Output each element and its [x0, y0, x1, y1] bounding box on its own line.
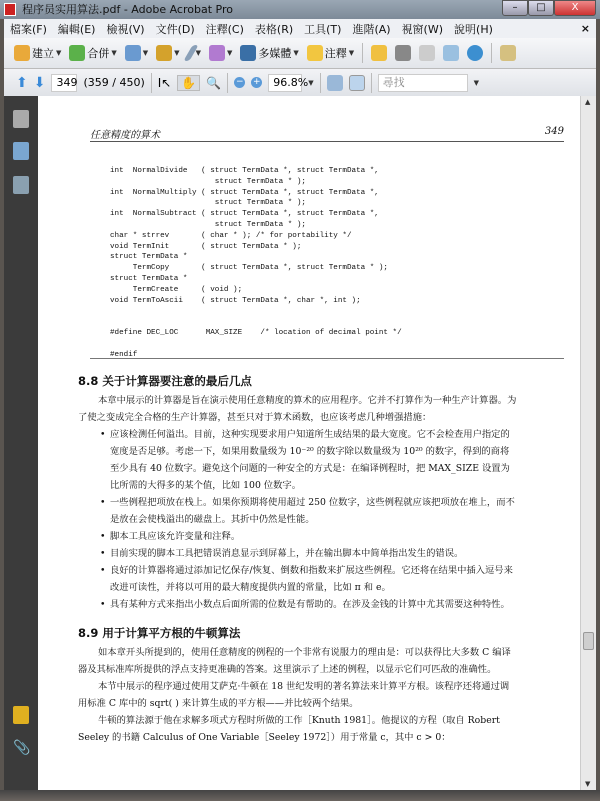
comment-label: 注釋	[324, 47, 347, 60]
menu-tools[interactable]: 工具(T)	[304, 22, 342, 36]
email-icon[interactable]	[443, 45, 459, 61]
select-tool-icon[interactable]: I↖	[157, 75, 172, 90]
window-title: 程序员实用算法.pdf - Adobe Acrobat Pro	[22, 3, 233, 16]
form-icon	[209, 45, 225, 61]
menu-window[interactable]: 視窗(W)	[401, 22, 444, 36]
menu-bar	[4, 19, 596, 38]
running-head	[90, 126, 564, 142]
pages-icon[interactable]	[13, 110, 29, 128]
separator	[227, 73, 228, 93]
signatures-icon[interactable]	[13, 176, 29, 194]
zoom-dropdown[interactable]: ▼	[308, 78, 314, 87]
find-input[interactable]: 尋找	[378, 74, 468, 92]
vertical-scrollbar[interactable]	[580, 96, 596, 790]
paragraph: 本章中展示的计算器是旨在演示使用任意精度的算术的应用程序。它并不打算作为一种生产计算器。为了使之变成完全合格的生产计算器，甚至只对于算术函数，也应该考虑几种增强措施：	[78, 395, 517, 423]
comment-button[interactable]: 注釋 ▼	[307, 45, 354, 61]
menu-comments[interactable]: 注釋(C)	[205, 22, 244, 36]
page-number: 349	[544, 126, 564, 137]
section-heading: 8.8 关于计算器要注意的最后几点	[78, 374, 252, 388]
section-body	[78, 392, 518, 613]
attachments-icon[interactable]: 📎	[13, 740, 31, 756]
web-icon[interactable]	[467, 45, 483, 61]
open-folder-icon[interactable]	[371, 45, 387, 61]
sign-button[interactable]: ▼	[188, 45, 201, 61]
page-number-input[interactable]: 349	[51, 74, 77, 92]
window-frame	[0, 790, 600, 801]
multimedia-button[interactable]: 多媒體 ▼	[240, 45, 298, 61]
lock-icon	[156, 45, 172, 61]
find-dropdown[interactable]: ▼	[473, 78, 480, 87]
separator	[491, 43, 492, 63]
save-icon[interactable]	[419, 45, 435, 61]
multimedia-label: 多媒體	[258, 47, 292, 60]
hand-tool-icon[interactable]: ✋	[177, 75, 200, 91]
fit-width-icon[interactable]	[327, 75, 343, 91]
collaborate-button[interactable]: ▼	[125, 45, 148, 61]
code-block: int NormalDivide ( struct TermData *, struct TermData *, struct TermData * ); int NormalMultiply ( struct TermData *, struct TermData *, struct TermData * ); int NormalSubtract ( struct TermData *, struct TermData *, struct TermData * ); char * strrev ( char * ); /* for portability */ void TermInit ( struct TermData * ); struct TermData * TermCopy ( struct TermData *, struct TermData * ); struct TermData * TermCreate ( void ); void TermToAscii ( struct TermData *, char *, int ); #define DEC_LOC MAX_SIZE /* location of decimal point */ #endif	[110, 167, 402, 359]
zoom-out-button[interactable]: −	[235, 77, 244, 87]
fit-page-icon[interactable]	[349, 75, 365, 91]
list-item: • 具有某种方式来指出小数点后面所需的位数是有帮助的。在涉及金钱的计算中尤其需要这种特性。	[100, 596, 518, 613]
comment-icon	[307, 45, 323, 61]
create-pdf-icon	[14, 45, 30, 61]
navigation-panel	[4, 96, 38, 790]
film-icon	[240, 45, 256, 61]
zoom-level-input[interactable]: 96.8%	[268, 74, 302, 92]
combine-button[interactable]: 合併 ▼	[69, 45, 116, 61]
separator	[320, 73, 321, 93]
next-page-button[interactable]: ⬇	[33, 74, 46, 91]
comments-icon[interactable]	[13, 706, 29, 724]
zoom-in-button[interactable]: +	[252, 77, 261, 87]
create-button[interactable]: 建立 ▼	[14, 45, 61, 61]
marquee-zoom-icon[interactable]: 🔍	[206, 75, 222, 90]
paragraph: 牛顿的算法源于他在求解多项式方程时所做的工作［Knuth 1981］。他提议的方程（取自 Robert Seeley 的书籍 Calculus of One Variable［Seeley 1972］）用于常量 c，其中 c > 0：	[78, 715, 500, 743]
combine-icon	[69, 45, 85, 61]
separator	[371, 73, 372, 93]
scroll-up-arrow[interactable]: ▲	[585, 98, 591, 106]
secure-button[interactable]: ▼	[156, 45, 179, 61]
document-page	[38, 96, 580, 790]
bullet-list	[78, 426, 518, 613]
separator	[362, 43, 363, 63]
section-heading: 8.9 用于计算平方根的牛顿算法	[78, 626, 241, 640]
acrobat-icon	[4, 3, 16, 16]
menu-advanced[interactable]: 進階(A)	[352, 22, 391, 36]
menu-help[interactable]: 說明(H)	[454, 22, 493, 36]
print-icon[interactable]	[395, 45, 411, 61]
menu-forms[interactable]: 表格(R)	[254, 22, 294, 36]
paragraph: 本节中展示的程序通过使用艾萨克·牛顿在 18 世纪发明的著名算法来计算平方根。该程序还将通过调用标准 C 库中的 sqrt( ) 来计算生成的平方根——并比较两个结果。	[78, 681, 510, 709]
title-bar	[0, 0, 600, 19]
chapter-title: 任意精度的算术	[90, 130, 160, 141]
list-item: • 目前实现的脚本工具把错误消息显示到屏幕上，并在输出脚本中简单指出发生的错误。	[100, 545, 518, 562]
minimize-button[interactable]: –	[502, 0, 528, 16]
separator	[151, 73, 152, 93]
list-item: • 应该检测任何溢出。目前，这种实现要求用户知道所生成结果的最大宽度。它不会检查用户指定的宽度是否足够。考虑一下，如果用数量级为 10⁻²⁰ 的数字除以数量级为 10²⁰ 的数字，得到的商将至少具有 40 位数字。避免这个问题的一种安全的方式是：在编译例程时，把 MAX_SIZE 设置为比所需的大得多的某个值，比如 100 位数字。	[100, 426, 518, 494]
menu-file[interactable]: 檔案(F)	[10, 22, 47, 36]
close-document-button[interactable]: ×	[580, 22, 590, 35]
reader-extensions-icon[interactable]	[500, 45, 516, 61]
list-item: • 脚本工具应该允许变量和注释。	[100, 528, 518, 545]
scrollbar-thumb[interactable]	[583, 632, 594, 650]
paragraph: 如本章开头所提到的，使用任意精度的例程的一个非常有说服力的理由是：可以获得比大多数 C 编译器及其标准库所提供的浮点支持更准确的答案。这里演示了上述的例程，以显示它们可匹敌的准确性。	[78, 647, 511, 675]
menu-view[interactable]: 檢視(V)	[106, 22, 145, 36]
maximize-button[interactable]: □	[528, 0, 554, 16]
main-toolbar	[4, 38, 596, 69]
divider	[90, 358, 564, 359]
bookmarks-icon[interactable]	[13, 142, 29, 160]
page-count: (359 / 450)	[83, 76, 145, 89]
previous-page-button[interactable]: ⬆	[16, 74, 28, 91]
forms-button[interactable]: ▼	[209, 45, 232, 61]
close-button[interactable]: X	[554, 0, 596, 16]
list-item: • 良好的计算器将通过添加记忆保存/恢复、倒数和指数来扩展这些例程。它还将在结果中插入逗号来改进可读性，并将以可用的最大精度提供内置的常量，比如 π 和 e。	[100, 562, 518, 596]
section-body	[78, 644, 518, 746]
scroll-down-arrow[interactable]: ▼	[585, 780, 591, 788]
menu-edit[interactable]: 編輯(E)	[57, 22, 96, 36]
navigation-toolbar	[4, 69, 596, 96]
collaborate-icon	[125, 45, 141, 61]
menu-document[interactable]: 文件(D)	[155, 22, 195, 36]
create-label: 建立	[32, 47, 54, 60]
combine-label: 合併	[87, 47, 110, 60]
list-item: • 一些例程把项放在栈上。如果你预期将使用超过 250 位数字，这些例程就应该把项放在堆上，而不是放在会使栈溢出的磁盘上。其折中仍然是性能。	[100, 494, 518, 528]
